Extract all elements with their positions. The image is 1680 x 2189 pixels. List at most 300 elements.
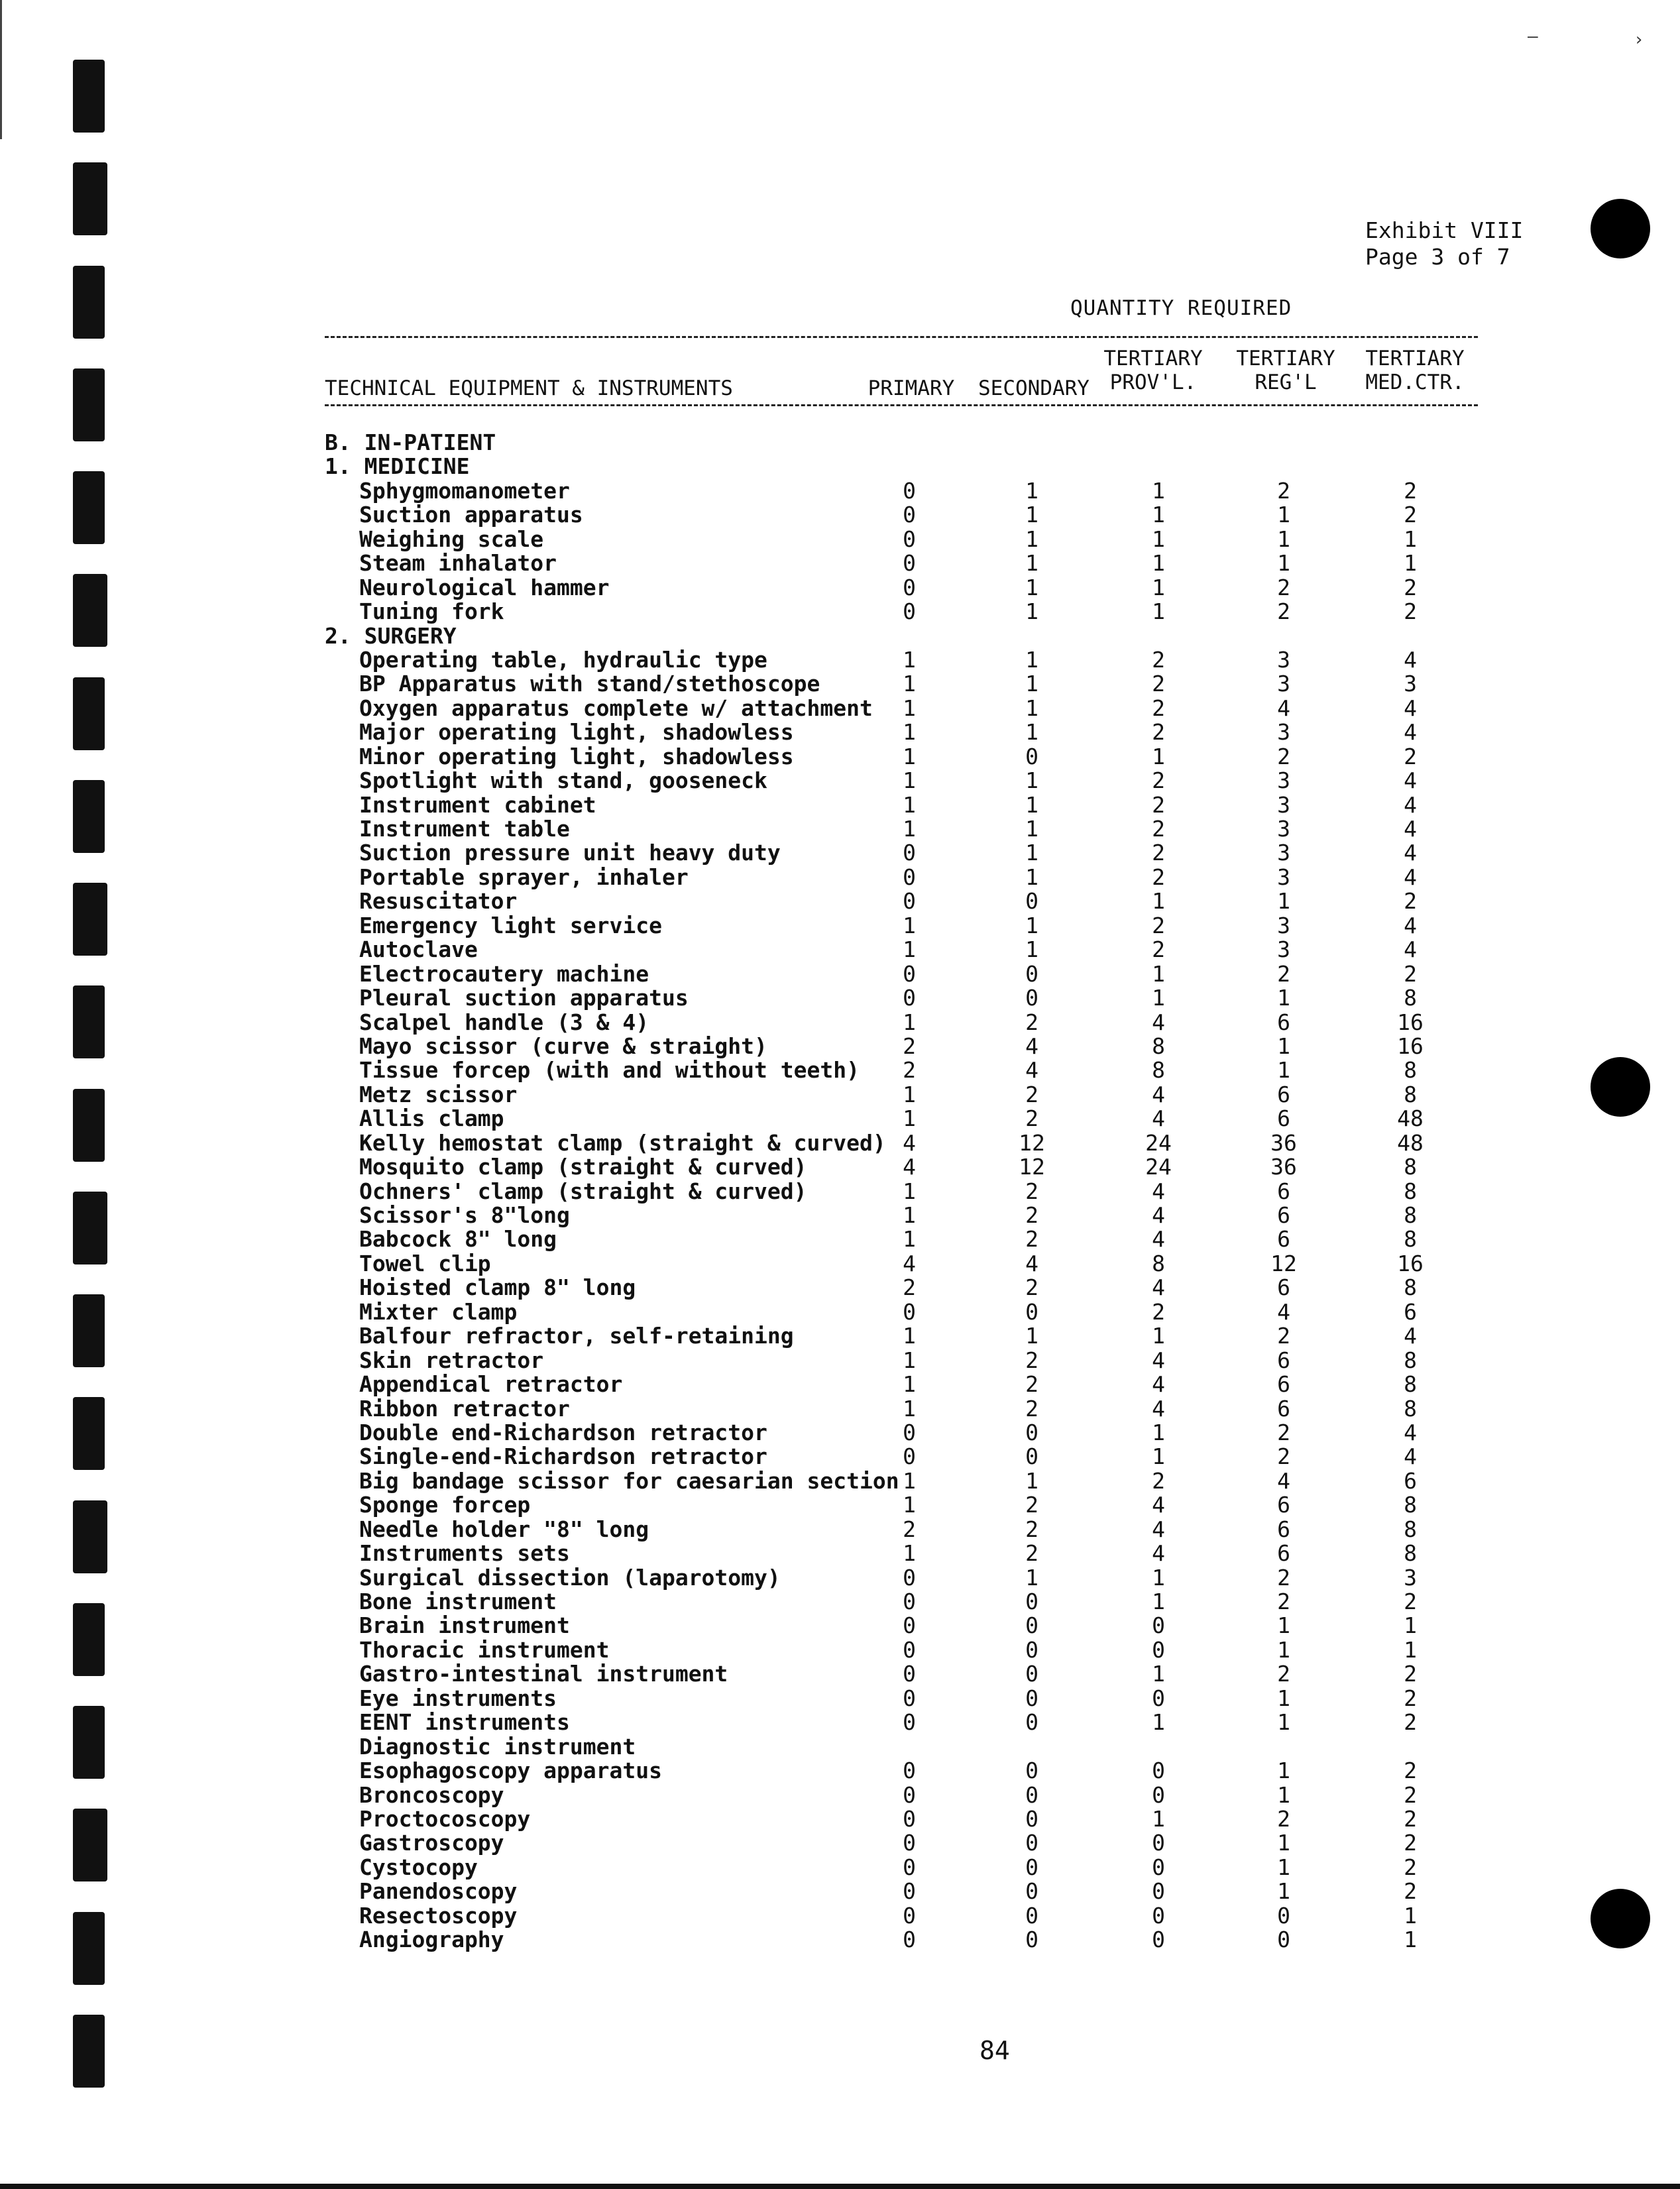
quantity-cell: 1 (1152, 888, 1165, 915)
quantity-cell: 1 (1152, 1419, 1165, 1445)
quantity-cell: 0 (903, 1661, 916, 1687)
quantity-cell: 0 (1025, 1830, 1038, 1856)
item-name: Sphygmomanometer (359, 477, 570, 504)
quantity-cell: 2 (1152, 912, 1165, 938)
quantity-cell: 6 (1277, 1516, 1290, 1542)
quantity-cell: 0 (903, 1564, 916, 1591)
item-name: Kelly hemostat clamp (straight & curved) (359, 1129, 886, 1156)
item-name: Brain instrument (359, 1612, 570, 1639)
quantity-cell: 16 (1397, 1009, 1424, 1035)
quantity-cell: 0 (1025, 1709, 1038, 1736)
quantity-cell: 4 (1025, 1250, 1038, 1276)
quantity-cell: 6 (1277, 1105, 1290, 1132)
quantity-cell: 1 (903, 743, 916, 769)
item-name: Surgical dissection (laparotomy) (359, 1564, 781, 1591)
quantity-cell: 0 (903, 888, 916, 915)
table-row (325, 1300, 1491, 1324)
quantity-cell: 0 (1025, 1781, 1038, 1808)
quantity-cell: 2 (1025, 1202, 1038, 1228)
item-name: Big bandage scissor for caesarian section (359, 1467, 899, 1494)
quantity-cell: 2 (903, 1057, 916, 1084)
quantity-cell: 1 (1152, 743, 1165, 769)
quantity-cell: 3 (1277, 816, 1290, 842)
quantity-cell: 1 (1025, 719, 1038, 746)
quantity-cell: 1 (1152, 1661, 1165, 1687)
quantity-cell: 0 (903, 960, 916, 987)
section-heading-row (325, 624, 1491, 648)
quantity-cell: 2 (1277, 598, 1290, 625)
item-name: Mosquito clamp (straight & curved) (359, 1154, 807, 1180)
quantity-cell: 0 (1025, 888, 1038, 915)
quantity-cell: 0 (903, 1685, 916, 1711)
quantity-cell: 2 (903, 1274, 916, 1301)
quantity-cell: 2 (1277, 960, 1290, 987)
item-name: Tissue forcep (with and without teeth) (359, 1057, 860, 1084)
quantity-cell: 12 (1019, 1154, 1045, 1180)
quantity-cell: 0 (1152, 1781, 1165, 1808)
quantity-cell: 0 (903, 864, 916, 890)
item-name: Thoracic instrument (359, 1636, 610, 1663)
quantity-cell: 1 (1277, 1830, 1290, 1856)
quantity-cell: 1 (903, 1105, 916, 1132)
item-name: Panendoscopy (359, 1878, 518, 1905)
quantity-cell: 2 (1404, 1878, 1417, 1905)
quantity-cell: 4 (1404, 816, 1417, 842)
table-row (325, 841, 1491, 865)
table-row (325, 914, 1491, 938)
quantity-cell: 1 (903, 1395, 916, 1422)
item-name: Eye instruments (359, 1685, 557, 1711)
quantity-cell: 4 (1277, 1298, 1290, 1325)
column-header-tertiary-medctr-line2: MED.CTR. (1365, 370, 1465, 394)
item-name: BP Apparatus with stand/stethoscope (359, 671, 820, 697)
table-row (325, 1421, 1491, 1445)
quantity-cell: 1 (903, 816, 916, 842)
quantity-cell: 2 (1404, 1589, 1417, 1614)
quantity-cell: 0 (903, 840, 916, 866)
item-name: Emergency light service (359, 912, 662, 938)
quantity-cell: 0 (903, 1443, 916, 1470)
quantity-cell: 3 (1277, 646, 1290, 673)
quantity-cell: 1 (1152, 502, 1165, 528)
quantity-required-heading: QUANTITY REQUIRED (1070, 296, 1292, 320)
quantity-cell: 2 (1277, 1805, 1290, 1832)
item-name: Double end-Richardson retractor (359, 1419, 767, 1445)
quantity-cell: 1 (903, 1226, 916, 1253)
table-row (325, 1131, 1491, 1155)
quantity-cell: 2 (1404, 1854, 1417, 1880)
quantity-cell: 4 (1404, 840, 1417, 866)
quantity-cell: 4 (1404, 1323, 1417, 1349)
quantity-cell: 3 (1404, 1564, 1417, 1591)
item-name: B. IN-PATIENT (325, 429, 496, 455)
quantity-cell: 4 (1152, 1226, 1165, 1253)
quantity-cell: 0 (1152, 1830, 1165, 1856)
section-heading-row (325, 431, 1491, 455)
quantity-cell: 2 (1025, 1540, 1038, 1567)
table-row (325, 1324, 1491, 1348)
quantity-cell: 4 (1404, 1419, 1417, 1445)
quantity-cell: 6 (1404, 1467, 1417, 1494)
quantity-cell: 4 (1404, 912, 1417, 938)
quantity-cell: 1 (1025, 574, 1038, 600)
quantity-cell: 0 (1277, 1927, 1290, 1953)
quantity-cell: 1 (1025, 695, 1038, 721)
quantity-cell: 1 (903, 1347, 916, 1373)
quantity-cell: 4 (1404, 719, 1417, 746)
quantity-cell: 0 (1025, 1661, 1038, 1687)
item-name: Gastro-intestinal instrument (359, 1661, 728, 1687)
table-row (325, 1783, 1491, 1807)
quantity-cell: 4 (1404, 646, 1417, 673)
quantity-cell: 3 (1277, 912, 1290, 938)
quantity-cell: 1 (1277, 502, 1290, 528)
item-name: Sponge forcep (359, 1492, 531, 1518)
quantity-cell: 4 (1025, 1057, 1038, 1084)
quantity-cell: 4 (1152, 1347, 1165, 1373)
item-name: EENT instruments (359, 1709, 570, 1736)
table-row (325, 1469, 1491, 1493)
header-top-divider (325, 336, 1478, 338)
quantity-cell: 2 (1152, 719, 1165, 746)
quantity-cell: 0 (1025, 985, 1038, 1011)
quantity-cell: 2 (1277, 1443, 1290, 1470)
item-name: Appendical retractor (359, 1371, 623, 1398)
item-name: Gastroscopy (359, 1830, 504, 1856)
quantity-cell: 1 (1152, 598, 1165, 625)
quantity-cell: 1 (903, 719, 916, 746)
table-row (325, 720, 1491, 744)
table-row (325, 817, 1491, 841)
quantity-cell: 1 (1404, 1902, 1417, 1929)
quantity-cell: 1 (1152, 550, 1165, 577)
table-row (325, 1687, 1491, 1711)
item-name: Needle holder "8" long (359, 1516, 649, 1542)
quantity-cell: 4 (1152, 1540, 1165, 1567)
quantity-cell: 2 (1152, 1467, 1165, 1494)
quantity-cell: 1 (1152, 1805, 1165, 1832)
item-name: Resectoscopy (359, 1902, 518, 1929)
quantity-cell: 1 (903, 912, 916, 938)
quantity-cell: 1 (1152, 526, 1165, 552)
column-header-tertiary-medctr (1362, 347, 1468, 394)
quantity-cell: 4 (1152, 1492, 1165, 1518)
table-row (325, 1662, 1491, 1686)
quantity-cell: 0 (1152, 1927, 1165, 1953)
quantity-cell: 3 (1277, 864, 1290, 890)
item-name: Mixter clamp (359, 1298, 518, 1325)
quantity-cell: 8 (1404, 1202, 1417, 1228)
header-bottom-divider (325, 404, 1478, 406)
quantity-cell: 2 (1404, 477, 1417, 504)
table-row (325, 697, 1491, 720)
table-row (325, 503, 1491, 527)
item-name: Pleural suction apparatus (359, 985, 689, 1011)
quantity-cell: 2 (1025, 1178, 1038, 1204)
quantity-cell: 1 (1025, 767, 1038, 794)
item-name: Broncoscopy (359, 1781, 504, 1808)
equipment-table-body (325, 431, 1491, 1952)
quantity-cell: 2 (1152, 671, 1165, 697)
quantity-cell: 1 (1404, 1927, 1417, 1953)
quantity-cell: 4 (1152, 1274, 1165, 1301)
quantity-cell: 2 (1277, 1564, 1290, 1591)
quantity-cell: 4 (1277, 695, 1290, 721)
quantity-cell: 4 (1152, 1081, 1165, 1107)
quantity-cell: 0 (903, 1612, 916, 1639)
table-row (325, 1518, 1491, 1542)
item-name: Autoclave (359, 936, 478, 963)
quantity-cell: 4 (1152, 1395, 1165, 1422)
quantity-cell: 2 (1277, 1589, 1290, 1614)
quantity-cell: 6 (1404, 1298, 1417, 1325)
page-number: 84 (980, 2036, 1010, 2065)
table-row (325, 1155, 1491, 1179)
table-row (325, 1566, 1491, 1590)
quantity-cell: 2 (1404, 1830, 1417, 1856)
table-row (325, 1397, 1491, 1421)
item-name: Instruments sets (359, 1540, 570, 1567)
table-row (325, 600, 1491, 624)
quantity-cell: 1 (1025, 840, 1038, 866)
quantity-cell: 6 (1277, 1202, 1290, 1228)
quantity-cell: 0 (1152, 1685, 1165, 1711)
quantity-cell: 1 (903, 671, 916, 697)
table-row (325, 986, 1491, 1010)
exhibit-title: Exhibit VIII (1365, 217, 1524, 243)
quantity-cell: 2 (1404, 743, 1417, 769)
quantity-cell: 4 (1404, 695, 1417, 721)
quantity-cell: 8 (1404, 1274, 1417, 1301)
quantity-cell: 2 (1404, 1805, 1417, 1832)
quantity-cell: 1 (1152, 477, 1165, 504)
quantity-cell: 8 (1404, 1395, 1417, 1422)
quantity-cell: 3 (1277, 791, 1290, 818)
item-name: Towel clip (359, 1250, 491, 1276)
quantity-cell: 0 (903, 1805, 916, 1832)
quantity-cell: 2 (1025, 1492, 1038, 1518)
quantity-cell: 0 (903, 1927, 916, 1953)
quantity-cell: 4 (903, 1154, 916, 1180)
quantity-cell: 2 (903, 1033, 916, 1059)
quantity-cell: 1 (1152, 1709, 1165, 1736)
table-row (325, 938, 1491, 962)
quantity-cell: 4 (1152, 1105, 1165, 1132)
quantity-cell: 1 (1152, 1589, 1165, 1614)
quantity-cell: 2 (1152, 816, 1165, 842)
quantity-cell: 1 (903, 1202, 916, 1228)
item-name: Scissor's 8"long (359, 1202, 570, 1228)
quantity-cell: 1 (1025, 526, 1038, 552)
quantity-cell: 0 (903, 1419, 916, 1445)
quantity-cell: 2 (1404, 1661, 1417, 1687)
quantity-cell: 3 (1404, 671, 1417, 697)
column-header-tertiary-provl-line2: PROV'L. (1109, 370, 1197, 394)
quantity-cell: 0 (903, 1878, 916, 1905)
item-name: Mayo scissor (curve & straight) (359, 1033, 767, 1059)
quantity-cell: 1 (1277, 1057, 1290, 1084)
item-name: Hoisted clamp 8" long (359, 1274, 636, 1301)
quantity-cell: 2 (1277, 1661, 1290, 1687)
quantity-cell: 1 (903, 1492, 916, 1518)
table-row (325, 769, 1491, 793)
quantity-cell: 8 (1152, 1033, 1165, 1059)
quantity-cell: 4 (1404, 864, 1417, 890)
corner-mark: – (1528, 27, 1538, 46)
quantity-cell: 2 (1025, 1081, 1038, 1107)
quantity-cell: 8 (1404, 1540, 1417, 1567)
quantity-cell: 8 (1404, 1492, 1417, 1518)
column-header-tertiary-medctr-line1: TERTIARY (1365, 347, 1465, 370)
quantity-cell: 2 (1025, 1516, 1038, 1542)
table-row (325, 1276, 1491, 1300)
quantity-cell: 4 (1152, 1371, 1165, 1398)
quantity-cell: 1 (1404, 550, 1417, 577)
quantity-cell: 1 (1277, 1758, 1290, 1784)
quantity-cell: 2 (1404, 888, 1417, 915)
quantity-cell: 1 (903, 1371, 916, 1398)
quantity-cell: 8 (1404, 1516, 1417, 1542)
quantity-cell: 0 (1025, 743, 1038, 769)
quantity-cell: 3 (1277, 767, 1290, 794)
quantity-cell: 16 (1397, 1033, 1424, 1059)
quantity-cell: 0 (903, 526, 916, 552)
quantity-cell: 1 (1025, 912, 1038, 938)
quantity-cell: 0 (903, 477, 916, 504)
quantity-cell: 1 (1025, 477, 1038, 504)
item-name: 2. SURGERY (325, 622, 457, 649)
quantity-cell: 2 (1404, 1709, 1417, 1736)
quantity-cell: 6 (1277, 1371, 1290, 1398)
quantity-cell: 8 (1152, 1057, 1165, 1084)
table-row (325, 1590, 1491, 1614)
quantity-cell: 3 (1277, 936, 1290, 963)
quantity-cell: 1 (903, 767, 916, 794)
table-row (325, 962, 1491, 986)
quantity-cell: 0 (903, 598, 916, 625)
quantity-cell: 36 (1270, 1154, 1297, 1180)
quantity-cell: 0 (1152, 1636, 1165, 1663)
table-row (325, 793, 1491, 817)
quantity-cell: 6 (1277, 1395, 1290, 1422)
quantity-cell: 4 (903, 1129, 916, 1156)
punch-hole-top (1591, 199, 1650, 258)
column-header-item: TECHNICAL EQUIPMENT & INSTRUMENTS (325, 376, 733, 400)
table-row (325, 1856, 1491, 1880)
quantity-cell: 1 (1025, 646, 1038, 673)
table-row (325, 672, 1491, 696)
item-name: Metz scissor (359, 1081, 518, 1107)
quantity-cell: 4 (1152, 1009, 1165, 1035)
quantity-cell: 1 (903, 1081, 916, 1107)
quantity-cell: 6 (1277, 1226, 1290, 1253)
quantity-cell: 8 (1404, 1371, 1417, 1398)
item-name: Oxygen apparatus complete w/ attachment (359, 695, 873, 721)
quantity-cell: 2 (1152, 646, 1165, 673)
bottom-edge-rule (0, 2184, 1680, 2189)
quantity-cell: 0 (1025, 960, 1038, 987)
quantity-cell: 1 (1025, 816, 1038, 842)
table-row (325, 1542, 1491, 1565)
table-row (325, 1493, 1491, 1517)
table-row (325, 1083, 1491, 1107)
quantity-cell: 0 (1025, 1589, 1038, 1614)
table-row (325, 1227, 1491, 1251)
table-row (325, 1614, 1491, 1638)
quantity-cell: 4 (1404, 791, 1417, 818)
item-name: Single-end-Richardson retractor (359, 1443, 767, 1470)
table-row (325, 866, 1491, 889)
table-row (325, 528, 1491, 551)
table-row (325, 1445, 1491, 1469)
table-row (325, 1880, 1491, 1903)
quantity-cell: 2 (1152, 1298, 1165, 1325)
quantity-cell: 0 (903, 1854, 916, 1880)
quantity-cell: 0 (1025, 1443, 1038, 1470)
punch-hole-middle (1591, 1057, 1650, 1117)
quantity-cell: 1 (1025, 1467, 1038, 1494)
quantity-cell: 1 (1152, 1564, 1165, 1591)
quantity-cell: 2 (1152, 840, 1165, 866)
quantity-cell: 0 (1152, 1854, 1165, 1880)
quantity-cell: 2 (1404, 1758, 1417, 1784)
table-row (325, 1373, 1491, 1396)
quantity-cell: 24 (1145, 1129, 1172, 1156)
quantity-cell: 0 (1277, 1902, 1290, 1929)
quantity-cell: 3 (1277, 840, 1290, 866)
quantity-cell: 6 (1277, 1347, 1290, 1373)
quantity-cell: 0 (1025, 1854, 1038, 1880)
quantity-cell: 0 (903, 574, 916, 600)
quantity-cell: 0 (1152, 1758, 1165, 1784)
quantity-cell: 2 (1152, 791, 1165, 818)
table-row (325, 1035, 1491, 1058)
quantity-cell: 2 (1152, 695, 1165, 721)
quantity-cell: 1 (903, 1467, 916, 1494)
quantity-cell: 1 (1404, 526, 1417, 552)
item-name: Suction apparatus (359, 502, 583, 528)
item-name: Instrument cabinet (359, 791, 596, 818)
table-row (325, 576, 1491, 600)
table-row (325, 551, 1491, 575)
quantity-cell: 0 (1025, 1298, 1038, 1325)
quantity-cell: 0 (1025, 1758, 1038, 1784)
quantity-cell: 16 (1397, 1250, 1424, 1276)
table-row (325, 1807, 1491, 1831)
quantity-cell: 1 (1152, 1323, 1165, 1349)
column-header-primary: PRIMARY (868, 376, 955, 400)
quantity-cell: 6 (1277, 1081, 1290, 1107)
column-header-tertiary-provl-line1: TERTIARY (1103, 347, 1203, 370)
column-header-secondary: SECONDARY (978, 376, 1090, 400)
quantity-cell: 1 (1277, 1685, 1290, 1711)
quantity-cell: 1 (1277, 1878, 1290, 1905)
quantity-cell: 0 (903, 1758, 916, 1784)
table-row (325, 1204, 1491, 1227)
section-heading-row (325, 455, 1491, 478)
column-header-tertiary-provl (1100, 347, 1206, 394)
item-name: Skin retractor (359, 1347, 544, 1373)
quantity-cell: 2 (1152, 767, 1165, 794)
quantity-cell: 1 (1152, 985, 1165, 1011)
quantity-cell: 2 (1404, 574, 1417, 600)
quantity-cell: 1 (1277, 888, 1290, 915)
quantity-cell: 1 (1277, 1033, 1290, 1059)
table-row (325, 1711, 1491, 1734)
quantity-cell: 2 (1404, 1685, 1417, 1711)
table-row (325, 1349, 1491, 1373)
quantity-cell: 0 (903, 502, 916, 528)
